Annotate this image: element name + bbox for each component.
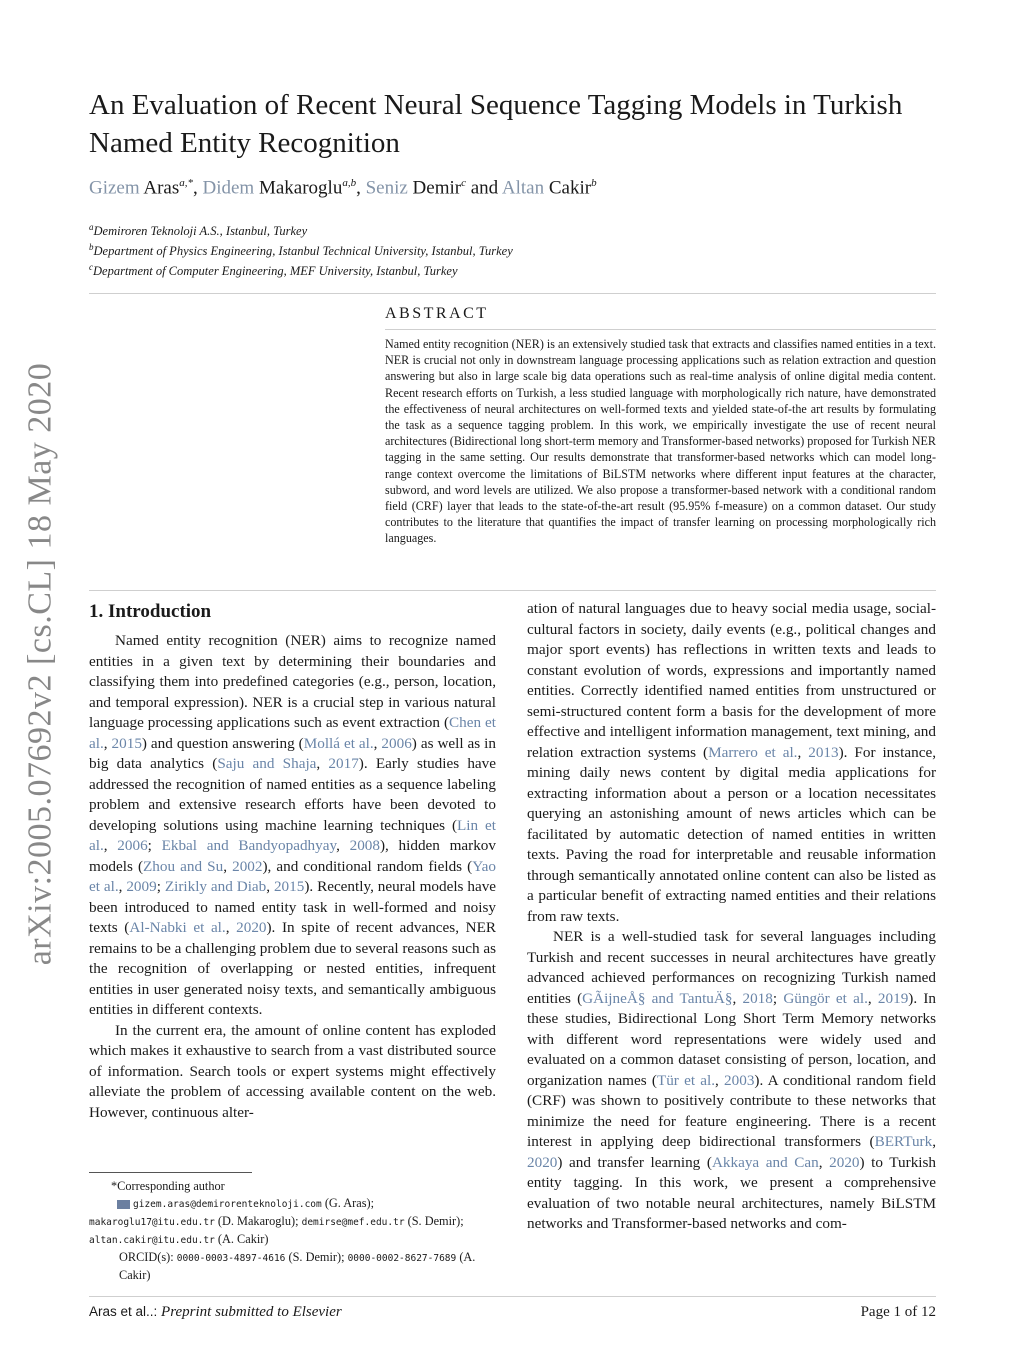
citation-link[interactable]: Yao et al. bbox=[89, 857, 496, 895]
footer-divider bbox=[89, 1296, 936, 1297]
affiliation-a: $^a$Demiroren Teknoloji A.S., Istanbul, Turkey bbox=[89, 222, 308, 239]
citation-link[interactable]: 2006 bbox=[381, 734, 412, 752]
intro-paragraph-2-continued: ation of natural languages due to heavy social media usage, social-cultural factors in society, daily events (e.g., political changes and major sport events) has reflections in written texts and leads to constant evolution of words, expressions and importantly named entities. Correctly identified named entities from unstructured or semi-structured content form a basis for the development of more effective and intelligent information management, text mining, and relation extraction systems (Marrero et al., 2013). For instance, mining daily news content by digital media applications for extracting information about a person or a location necessitates querying an astonishing amount of news articles which can be facilitated by automatic detection of named entities in written texts. Paving the road for interpretable and reusable information through semantically annotated online content can also be listed as a particular benefit of extracting named entities and their relations from raw texts. bbox=[527, 600, 937, 925]
intro-paragraph-1: Named entity recognition (NER) aims to recognize named entities in a given text by determining their boundaries and classifying them into predefined categories (e.g., person, location, and temporal expression). NER is a crucial step in various natural language processing applications such as event extraction (Chen et al., 2015) and question answering (Mollá et al., 2006) as well as in big data analytics (Saju and Shaja, 2017). Early studies have addressed the recognition of named entities as a sequence labeling problem and extensive research efforts have been devoted to developing solutions using machine learning techniques (Lin et al., 2006; Ekbal and Bandyopadhyay, 2008), hidden markov models (Zhou and Su, 2002), and conditional random fields (Yao et al., 2009; Zirikly and Diab, 2015). Recently, neural models have been introduced to named entity task in well-formed and noisy texts (Al-Nabki et al., 2020). In spite of recent advances, NER remains to be a challenging problem due to several reasons such as the recognition of overlapping or nested entities, infrequent entities in user generated noisy texts, and semantically ambiguous entities in different contexts. bbox=[89, 632, 497, 1018]
citation-link[interactable]: Zhou and Su bbox=[143, 857, 224, 875]
citation-link[interactable]: GÃijneÅ§ and TantuÄ§ bbox=[582, 989, 733, 1007]
citation-link[interactable]: Marrero et al. bbox=[708, 743, 798, 761]
citation-link[interactable]: 2020 bbox=[527, 1153, 558, 1171]
page-number: Page 1 of 12 bbox=[860, 1304, 936, 1320]
citation-link[interactable]: 2009 bbox=[126, 878, 157, 895]
email-link[interactable]: gizem.aras@demirorenteknoloji.com bbox=[133, 1199, 322, 1210]
section-heading-introduction: 1. Introduction bbox=[89, 601, 212, 622]
arxiv-stamp: arXiv:2005.07692v2 [cs.CL] 18 May 2020 bbox=[21, 362, 59, 966]
citation-link[interactable]: 2019 bbox=[877, 989, 909, 1007]
author-last-name: Makaroglu bbox=[254, 177, 343, 199]
orcid-footnote: ORCID(s): 0000-0003-4897-4616 (S. Demir); 0000-0002-8627-7689 (A. Cakir) bbox=[119, 1250, 476, 1282]
author-first-name: Altan bbox=[501, 177, 545, 199]
citation-link[interactable]: Güngör et al. bbox=[783, 989, 868, 1007]
email-link[interactable]: altan.cakir@itu.edu.tr bbox=[89, 1235, 215, 1246]
email-link[interactable]: makaroglu17@itu.edu.tr bbox=[89, 1217, 215, 1228]
citation-link[interactable]: Lin et al. bbox=[89, 816, 496, 854]
corresponding-author-note: *Corresponding author bbox=[111, 1179, 225, 1193]
citation-link[interactable]: 2018 bbox=[742, 989, 773, 1007]
email-link[interactable]: demirse@mef.edu.tr bbox=[301, 1217, 405, 1228]
citation-link[interactable]: 2006 bbox=[117, 837, 148, 854]
author-first-name: Seniz bbox=[365, 177, 408, 199]
citation-link[interactable]: Zirikly and Diab bbox=[164, 878, 267, 895]
citation-link[interactable]: 2013 bbox=[808, 743, 839, 761]
intro-paragraph-2: In the current era, the amount of online content has exploded which makes it exhaustive to search from a vast distributed source of information. Search tools or expert systems might effectively alleviate the problem of accessing available content on the web. However, continuous alter- bbox=[89, 1021, 496, 1121]
citation-link[interactable]: 2003 bbox=[724, 1071, 755, 1089]
abstract-heading: ABSTRACT bbox=[385, 305, 489, 322]
header-divider bbox=[89, 293, 936, 294]
abstract-text: Named entity recognition (NER) is an extensively studied task that extracts and classifies named entities in a text. NER is crucial not only in downstream language processing applications such as relation extraction and question answering but also in large scale big data operations such as real-time analysis of online digital media content. Recent research efforts on Turkish, a less studied language with morphologically rich nature, have demonstrated the effectiveness of neural architectures on well-formed texts and yielded state-of-the art results by formulating the task as a sequence tagging problem. In this work, we empirically investigate the use of recent neural architectures (Bidirectional long short-term memory and Transformer-based networks) proposed for Turkish NER tagging in the same setting. Our results demonstrate that transformer-based networks which can model long-range context overcome the limitations of BiLSTM networks where different input features at the character, subword, and word levels are utilized. We also propose a transformer-based network with a conditional random field (CRF) layer that leads to the state-of-the-art result (95.95% f-measure) on a common dataset. Our study contributes to the literature that quantifies the impact of transfer learning on processing morphologically rich languages. bbox=[385, 337, 936, 546]
citation-link[interactable]: Ekbal and Bandyopadhyay bbox=[161, 837, 337, 854]
citation-link[interactable]: Saju and Shaja bbox=[217, 755, 317, 772]
citation-link[interactable]: 2017 bbox=[328, 755, 359, 772]
affiliation-b: $^b$Department of Physics Engineering, Istanbul Technical University, Istanbul, Turkey bbox=[89, 242, 513, 259]
citation-link[interactable]: Mollá et al. bbox=[303, 734, 374, 752]
left-column bbox=[89, 631, 496, 1123]
author-list: Gizem Aras$^{a,*}$, Didem Makaroglu$^{a,b}$, Seniz Demir$^c$ and Altan Cakir$^b$ bbox=[89, 177, 597, 199]
right-column bbox=[527, 599, 936, 1235]
footnotes bbox=[89, 1178, 496, 1284]
footnote-divider bbox=[89, 1172, 252, 1173]
citation-link[interactable]: BERTurk bbox=[874, 1133, 933, 1150]
envelope-icon bbox=[117, 1200, 130, 1209]
author-first-name: Didem bbox=[202, 177, 255, 199]
affiliation-c: $^c$Department of Computer Engineering, MEF University, Istanbul, Turkey bbox=[89, 262, 458, 279]
author-last-name: Demir bbox=[407, 177, 462, 199]
citation-link[interactable]: 2008 bbox=[349, 837, 380, 854]
intro-paragraph-3: NER is a well-studied task for several languages including Turkish and recent successes in neural architectures have greatly advanced achieved performances on recognizing Turkish named entities (GÃijneÅ§ and TantuÄ§, 2018; Güngör et al., 2019). In these studies, Bidirectional Long Short Term Memory networks with different word representations were widely used and evaluated on a common dataset consisting of person, location, and organization names (Tür et al., 2003). A conditional random field (CRF) was shown to positively contribute to these networks that minimize the need for feature engineering. There is a recent interest in applying deep bidirectional transformers (BERTurk, 2020) and transfer learning (Akkaya and Can, 2020) to Turkish entity tagging. In this work, we present a comprehensive evaluation of two notable neural architectures, namely BiLSTM networks and Transformer-based networks and com- bbox=[527, 928, 937, 1232]
email-footnote: gizem.aras@demirorenteknoloji.com (G. Aras); makaroglu17@itu.edu.tr (D. Makaroglu); demirse@mef.edu.tr (S. Demir); altan.cakir@itu.edu.tr (A. Cakir) bbox=[89, 1196, 464, 1246]
citation-link[interactable]: 2002 bbox=[232, 857, 263, 875]
abstract-divider bbox=[385, 329, 936, 330]
citation-link[interactable]: Akkaya and Can bbox=[711, 1153, 819, 1171]
citation-link[interactable]: 2020 bbox=[829, 1153, 860, 1171]
citation-link[interactable]: 2015 bbox=[273, 878, 305, 895]
citation-link[interactable]: Al-Nabki et al. bbox=[129, 919, 226, 936]
citation-link[interactable]: 2020 bbox=[236, 919, 267, 936]
author-first-name: Gizem bbox=[89, 177, 140, 199]
paper-title: An Evaluation of Recent Neural Sequence Tagging Models in Turkish Named Entity Recognition bbox=[89, 89, 903, 159]
citation-link[interactable]: Tür et al. bbox=[656, 1071, 716, 1089]
author-last-name: Aras bbox=[139, 177, 180, 199]
running-footer: Aras et al..: Preprint submitted to Elsevier bbox=[89, 1304, 342, 1320]
author-last-name: Cakir bbox=[544, 177, 592, 199]
citation-link[interactable]: 2015 bbox=[111, 734, 142, 752]
citation-link[interactable]: Chen et al. bbox=[89, 714, 496, 752]
abstract-bottom-divider bbox=[89, 590, 936, 591]
